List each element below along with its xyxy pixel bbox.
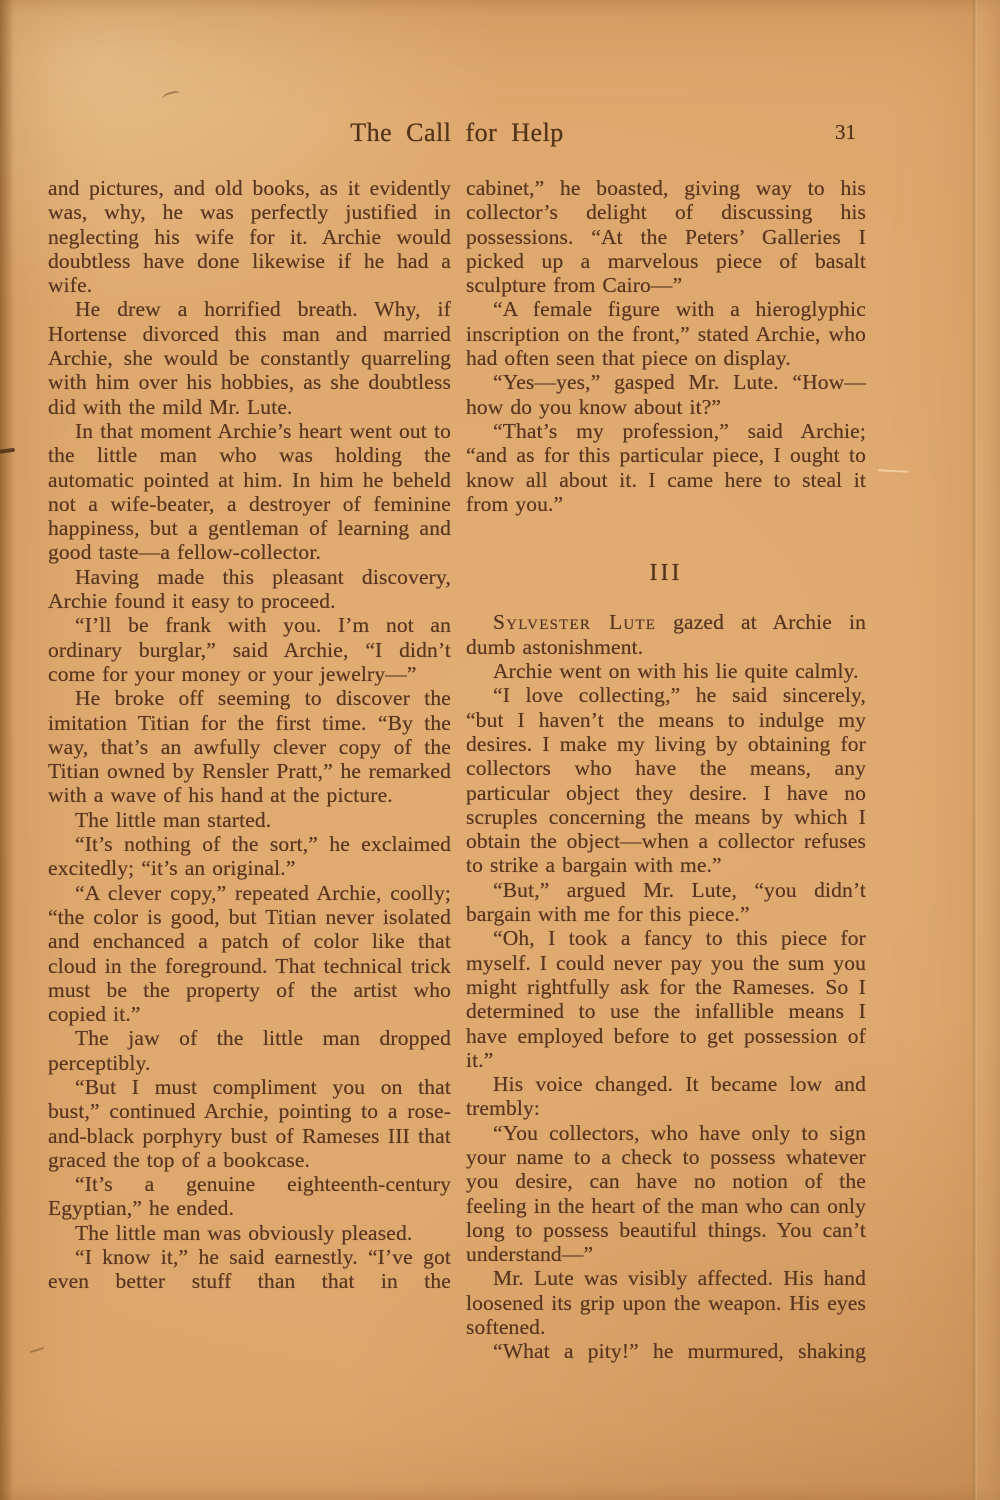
paper-scratch — [878, 469, 908, 472]
paragraph: “I love collecting,” he said sincerely, “but I haven’t the means to indulge my desires. I make my living by obtaining for collectors who have the means, any particular object they desire. I have no scruples concerning the means by which I obtain the object—when a collector refuses to strike a bargain with me.” — [466, 683, 866, 878]
text-column-left — [48, 176, 451, 1294]
paragraph: His voice changed. It became low and trembly: — [466, 1072, 866, 1121]
paragraph: Archie went on with his lie quite calmly. — [493, 659, 859, 684]
character-name: Sylvester Lute — [493, 610, 657, 635]
ink-smudge — [161, 90, 181, 103]
paragraph: “I know it,” he said earnestly. “I’ve got even better stuff than that in the — [48, 1245, 451, 1294]
paragraph: “That’s my profession,” said Archie; “and as for this particular piece, I ought to know all about it. I came here to steal it from you.” — [466, 418, 866, 516]
running-title: The Call for Help — [350, 118, 564, 147]
paragraph: He drew a horrified breath. Why, if Hortense divorced this man and married Archie, she would be constantly quarreling with him over his hobbies, as she doubtless did with the mild Mr. Lute. — [48, 297, 451, 419]
paragraph: The little man was obviously pleased. — [75, 1220, 413, 1245]
paragraph: The little man started. — [75, 807, 272, 832]
paragraph: cabinet,” he boasted, giving way to his collector’s delight of discussing his possessions. “At the Peters’ Galleries I picked up a marvelous piece of basalt sculpture from Cairo—” — [466, 176, 866, 298]
paragraph: He broke off seeming to discover the imitation Titian for the first time. “By the way, that’s an awfully clever copy of the Titian owned by Rensler Pratt,” he remarked with a wave of his hand at the picture. — [48, 686, 451, 808]
text-column-right — [466, 176, 866, 1364]
running-head — [48, 118, 866, 154]
page-edge-highlight — [977, 0, 1000, 1500]
paragraph: “But,” argued Mr. Lute, “you didn’t bargain with me for this piece.” — [466, 877, 866, 927]
paragraph: “A clever copy,” repeated Archie, coolly; “the color is good, but Titian never isolated and enchanced a patch of color like that cloud in the foreground. That technical trick must be the property of the artist who copied it.” — [48, 880, 451, 1027]
paragraph-text: gazed at Archie in dumb astonishment. — [466, 610, 866, 659]
section-heading: III — [649, 560, 683, 587]
paragraph: “But I must compliment you on that bust,” continued Archie, pointing to a rose-and-black porphyry bust of Rameses III that graced the top of a bookcase. — [48, 1074, 451, 1172]
paragraph: “What a pity!” he murmured, shaking — [493, 1339, 866, 1364]
paragraph: The jaw of the little man dropped perceptibly. — [48, 1026, 451, 1075]
paragraph: “You collectors, who have only to sign your name to a check to possess whatever you desire, can have no notion of the feeling in the heart of the man who can only long to possess beautiful things. You can’t understand—” — [466, 1120, 866, 1267]
page-edge-shadow — [0, 0, 14, 1500]
paragraph: Having made this pleasant discovery, Archie found it easy to proceed. — [48, 564, 451, 614]
paragraph: “A female figure with a hieroglyphic inscription on the front,” stated Archie, who had often seen that piece on display. — [466, 297, 866, 371]
paragraph: “Yes—yes,” gasped Mr. Lute. “How—how do you know about it?” — [466, 370, 866, 419]
paragraph: “Oh, I took a fancy to this piece for myself. I could never pay you the sum you might rightfully ask for the Rameses. So I determined to use the infallible means I have employed before to get possession of it.” — [466, 926, 866, 1072]
paragraph: In that moment Archie’s heart went out to the little man who was holding the automatic pointed at him. In him he beheld not a wife-beater, a destroyer of feminine happiness, but a gentleman of learning and good taste—a fellow-collector. — [48, 418, 451, 565]
paragraph: “It’s a genuine eighteenth-century Egyptian,” he ended. — [48, 1172, 451, 1221]
paragraph: “I’ll be frank with you. I’m not an ordinary burglar,” said Archie, “I didn’t come for your money or your jewelry—” — [48, 613, 451, 686]
paragraph: and pictures, and old books, as it evidently was, why, he was perfectly justified in neglecting his wife for it. Archie would doubtless have done likewise if he had a wife. — [48, 176, 451, 298]
paragraph — [466, 610, 866, 659]
pencil-stroke — [30, 1347, 44, 1353]
paragraph: “It’s nothing of the sort,” he exclaimed excitedly; “it’s an original.” — [48, 832, 451, 881]
page-number: 31 — [835, 120, 856, 144]
paragraph: Mr. Lute was visibly affected. His hand loosened its grip upon the weapon. His eyes softened. — [466, 1266, 866, 1340]
